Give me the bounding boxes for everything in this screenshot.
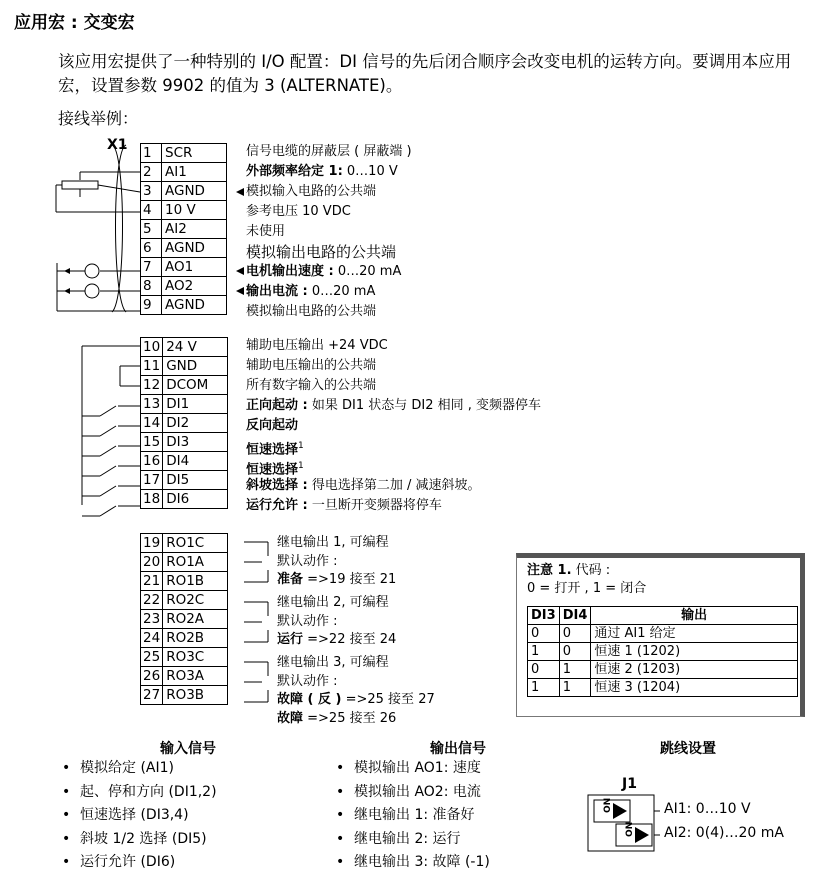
terminal-number: 15 <box>141 433 163 452</box>
relay-default-text: =>19 接至 21 <box>303 572 397 587</box>
terminal-description <box>246 496 541 516</box>
terminal-signal: DI4 <box>163 452 228 471</box>
terminal-description <box>246 302 412 322</box>
relay-default <box>277 571 435 590</box>
bullet-icon: • <box>62 854 71 870</box>
terminal-description <box>246 262 412 282</box>
note-cell: 恒速 2 (1203) <box>591 661 798 679</box>
terminal-number: 20 <box>141 553 163 572</box>
jumper-on-label-2: ON <box>625 821 635 837</box>
note-label: 注意 1. <box>527 563 572 578</box>
footnote-mark: 1 <box>298 441 304 451</box>
terminal-signal: DCOM <box>163 376 228 395</box>
terminal-signal: DI1 <box>163 395 228 414</box>
list-item <box>336 757 490 781</box>
list-item <box>336 804 490 828</box>
list-item <box>336 781 490 805</box>
note-cell: 0 <box>528 625 560 643</box>
terminal-number: 18 <box>141 490 163 509</box>
relay-default-bold: 准备 <box>277 572 304 587</box>
terminal-signal: RO3C <box>163 648 228 667</box>
description-text: 模拟输入电路的公共端 <box>246 184 377 199</box>
connector-label: X1 <box>107 137 128 153</box>
terminal-number: 17 <box>141 471 163 490</box>
terminal-signal: GND <box>163 357 228 376</box>
list-item-text: 起、停和方向 (DI1,2) <box>80 783 217 800</box>
terminal-block-analog <box>140 143 227 315</box>
list-item-text: 继电输出 2: 运行 <box>354 830 461 847</box>
description-text: 辅助电压输出的公共端 <box>246 358 377 373</box>
list-item-text: 模拟给定 (AI1) <box>80 760 174 776</box>
terminal-row <box>141 258 227 277</box>
terminal-signal: RO2A <box>163 610 228 629</box>
terminal-row <box>141 277 227 296</box>
description-text: 如果 DI1 状态与 DI2 相同 , 变频器停车 <box>307 398 542 413</box>
relay-default-text: =>25 接至 27 <box>341 692 435 707</box>
terminal-number: 4 <box>141 201 162 220</box>
terminal-description <box>246 356 541 376</box>
note-line1: 代码 : <box>571 563 611 578</box>
terminal-signal: SCR <box>162 144 227 163</box>
list-item-text: 斜坡 1/2 选择 (DI5) <box>80 830 207 847</box>
note-cell: 通过 AI1 给定 <box>591 625 798 643</box>
relay-line: 默认动作 : <box>277 673 338 689</box>
terminal-number: 22 <box>141 591 163 610</box>
terminal-row <box>141 686 228 705</box>
description-text: 模拟输出电路的公共端 <box>246 243 397 261</box>
terminal-row <box>141 591 228 610</box>
terminal-row <box>141 338 228 357</box>
terminal-signal: 10 V <box>162 201 227 220</box>
note-cell: 恒速 3 (1204) <box>591 679 798 697</box>
terminal-row <box>141 239 227 258</box>
terminal-row <box>141 553 228 572</box>
terminal-number: 8 <box>141 277 162 296</box>
description-text: 未使用 <box>246 224 286 239</box>
note-cell: 恒速 1 (1202) <box>591 643 798 661</box>
bullet-icon: • <box>62 783 71 800</box>
list-item <box>62 781 217 805</box>
note-row <box>528 679 798 697</box>
terminal-number: 25 <box>141 648 163 667</box>
list-item-text: 模拟输出 AO1: 速度 <box>354 760 481 776</box>
description-bold: 输出电流 : <box>246 284 308 299</box>
terminal-block-relay <box>140 533 228 705</box>
description-text: 参考电压 10 VDC <box>246 204 351 219</box>
outputs-heading: 输出信号 <box>430 741 486 757</box>
terminal-signal: RO2C <box>163 591 228 610</box>
relay-default <box>277 631 435 650</box>
bullet-icon: • <box>336 830 345 847</box>
terminal-signal: RO1B <box>163 572 228 591</box>
note-cell: 1 <box>559 661 591 679</box>
list-item <box>336 851 490 875</box>
relay-default-bold: 故障 <box>277 710 304 726</box>
terminal-signal: AO1 <box>162 258 227 277</box>
terminal-number: 14 <box>141 414 163 433</box>
note-row <box>528 661 798 679</box>
terminal-signal: DI6 <box>163 490 228 509</box>
footnote-mark: 1 <box>298 461 304 471</box>
list-item <box>62 804 217 828</box>
terminal-row <box>141 452 228 471</box>
description-bold: 斜坡选择 : <box>246 478 308 493</box>
bullet-icon: • <box>336 807 345 823</box>
terminal-row <box>141 648 228 667</box>
terminal-block-digital <box>140 337 228 509</box>
bullet-icon: • <box>62 830 71 847</box>
terminal-number: 2 <box>141 163 162 182</box>
list-item <box>62 828 217 852</box>
jumper-label: J1 <box>622 776 637 792</box>
list-item-text: 运行允许 (DI6) <box>80 854 176 870</box>
relay-line: 继电输出 1, 可编程 <box>277 535 389 550</box>
terminal-signal: RO1C <box>163 534 228 553</box>
list-item <box>336 828 490 852</box>
terminal-number: 12 <box>141 376 163 395</box>
terminal-description <box>246 476 541 496</box>
terminal-row <box>141 163 227 182</box>
terminal-signal: DI2 <box>163 414 228 433</box>
terminal-row <box>141 490 228 509</box>
terminal-description <box>246 142 412 162</box>
relay-default <box>277 691 435 710</box>
terminal-number: 26 <box>141 667 163 686</box>
note-header: DI3 <box>528 607 560 625</box>
terminal-signal: DI5 <box>163 471 228 490</box>
terminal-number: 16 <box>141 452 163 471</box>
terminal-row <box>141 220 227 239</box>
terminal-signal: RO1A <box>163 553 228 572</box>
terminal-description <box>246 222 412 242</box>
note-cell: 1 <box>528 643 560 661</box>
note-header-row <box>528 607 798 625</box>
list-item-text: 模拟输出 AO2: 电流 <box>354 783 481 800</box>
terminal-row <box>141 357 228 376</box>
terminal-description <box>246 162 412 182</box>
relay-descriptions <box>277 534 435 726</box>
terminal-row <box>141 201 227 220</box>
jumper-on-label-1: ON <box>603 797 613 813</box>
terminal-description <box>246 436 541 456</box>
note-table <box>527 606 798 697</box>
terminal-number: 5 <box>141 220 162 239</box>
note-line2: 0 = 打开 , 1 = 闭合 <box>527 581 647 596</box>
terminal-signal: AGND <box>162 182 227 201</box>
relay-line: 默认动作 : <box>277 613 338 629</box>
description-text: 得电选择第二加 / 减速斜坡。 <box>307 478 481 493</box>
terminal-row <box>141 182 227 201</box>
terminal-signal: RO3A <box>163 667 228 686</box>
terminal-description <box>246 242 412 262</box>
jumper-heading: 跳线设置 <box>660 741 716 757</box>
list-item <box>62 757 217 781</box>
list-item-text: 继电输出 3: 故障 (-1) <box>354 854 490 870</box>
description-bold: 恒速选择 <box>246 462 299 478</box>
note-row <box>528 643 798 661</box>
jumper-ai1: AI1: 0…10 V <box>664 801 751 817</box>
description-text: 所有数字输入的公共端 <box>246 378 377 393</box>
terminal-number: 6 <box>141 239 162 258</box>
switch-line <box>100 466 116 476</box>
bullet-icon: • <box>62 760 71 776</box>
switch-line <box>100 486 116 496</box>
note-cell: 0 <box>559 643 591 661</box>
description-text: 一旦断开变频器将停车 <box>307 498 442 513</box>
description-bold: 运行允许 : <box>246 498 308 513</box>
terminal-number: 3 <box>141 182 162 201</box>
terminal-row <box>141 471 228 490</box>
bullet-icon: • <box>62 807 71 823</box>
outputs-list <box>336 757 490 875</box>
note-cell: 0 <box>559 625 591 643</box>
description-bold: 正向起动 : <box>246 398 308 413</box>
list-item <box>62 851 217 875</box>
bullet-icon: • <box>336 760 345 776</box>
terminal-row <box>141 395 228 414</box>
terminal-row <box>141 610 228 629</box>
terminal-number: 23 <box>141 610 163 629</box>
list-item-text: 恒速选择 (DI3,4) <box>80 807 189 823</box>
relay-default-bold: 故障 ( 反 ) <box>277 692 342 707</box>
terminal-number: 13 <box>141 395 163 414</box>
terminal-descriptions-analog <box>246 142 412 322</box>
relay-description <box>277 534 435 594</box>
terminal-signal: AI1 <box>162 163 227 182</box>
relay-default <box>277 710 435 729</box>
terminal-row <box>141 534 228 553</box>
terminal-number: 1 <box>141 144 162 163</box>
description-text: 0…20 mA <box>307 284 376 299</box>
terminal-description <box>246 376 541 396</box>
description-text: 0…10 V <box>342 164 398 179</box>
note-box <box>516 553 805 717</box>
terminal-description <box>246 182 412 202</box>
jumper-ai2: AI2: 0(4)…20 mA <box>664 825 784 841</box>
bullet-icon: • <box>336 854 345 870</box>
description-text: 0…20 mA <box>333 264 402 279</box>
terminal-description <box>246 396 541 416</box>
terminal-description <box>246 456 541 476</box>
terminal-signal: AO2 <box>162 277 227 296</box>
terminal-row <box>141 629 228 648</box>
terminal-number: 19 <box>141 534 163 553</box>
terminal-row <box>141 414 228 433</box>
relay-line: 继电输出 3, 可编程 <box>277 655 389 670</box>
terminal-signal: RO2B <box>163 629 228 648</box>
terminal-row <box>141 144 227 163</box>
relay-default-text: =>25 接至 26 <box>303 710 397 726</box>
terminal-row <box>141 667 228 686</box>
note-row <box>528 625 798 643</box>
bullet-icon: • <box>336 783 345 800</box>
terminal-number: 21 <box>141 572 163 591</box>
terminal-signal: DI3 <box>163 433 228 452</box>
note-header: 输出 <box>591 607 798 625</box>
relay-default-bold: 运行 <box>277 632 304 647</box>
relay-description <box>277 594 435 654</box>
inputs-heading: 输入信号 <box>160 741 216 757</box>
page-title: 应用宏 : 交变宏 <box>14 13 135 33</box>
list-item-text: 继电输出 1: 准备好 <box>354 807 475 823</box>
terminal-signal: AGND <box>162 296 227 315</box>
switch-line <box>100 426 116 436</box>
terminal-signal: 24 V <box>163 338 228 357</box>
description-bold: 反向起动 <box>246 418 299 433</box>
terminal-row <box>141 296 227 315</box>
description-bold: 电机输出速度 : <box>246 264 334 279</box>
terminal-number: 9 <box>141 296 162 315</box>
terminal-signal: RO3B <box>163 686 228 705</box>
switch-line <box>100 506 116 516</box>
terminal-description <box>246 336 541 356</box>
terminal-number: 11 <box>141 357 163 376</box>
terminal-description <box>246 282 412 302</box>
wiring-example-title: 接线举例： <box>58 109 139 128</box>
note-cell: 0 <box>528 661 560 679</box>
terminal-signal: AI2 <box>162 220 227 239</box>
terminal-row <box>141 376 228 395</box>
note-header: DI4 <box>559 607 591 625</box>
relay-default-text: =>22 接至 24 <box>303 632 397 647</box>
relay-line: 默认动作 : <box>277 553 338 569</box>
terminal-signal: AGND <box>162 239 227 258</box>
terminal-row <box>141 433 228 452</box>
description-bold: 外部频率给定 1: <box>246 164 343 179</box>
terminal-description <box>246 416 541 436</box>
relay-line: 继电输出 2, 可编程 <box>277 595 389 610</box>
terminal-row <box>141 572 228 591</box>
terminal-descriptions-digital <box>246 336 541 516</box>
terminal-number: 24 <box>141 629 163 648</box>
intro-paragraph: 该应用宏提供了一种特别的 I/O 配置：DI 信号的先后闭合顺序会改变电机的运转方向。要调用本应用宏，设置参数 9902 的值为 3 (ALTERNATE)。 <box>58 52 792 95</box>
inputs-list <box>62 757 217 875</box>
note-text <box>517 558 800 598</box>
terminal-number: 7 <box>141 258 162 277</box>
relay-description <box>277 654 435 726</box>
note-cell: 1 <box>528 679 560 697</box>
terminal-number: 10 <box>141 338 163 357</box>
note-cell: 1 <box>559 679 591 697</box>
terminal-description <box>246 202 412 222</box>
switch-line <box>100 406 116 416</box>
description-text: 辅助电压输出 +24 VDC <box>246 338 388 353</box>
description-text: 模拟输出电路的公共端 <box>246 304 377 319</box>
terminal-number: 27 <box>141 686 163 705</box>
description-text: 信号电缆的屏蔽层 ( 屏蔽端 ) <box>246 144 412 159</box>
switch-line <box>100 446 116 456</box>
description-bold: 恒速选择 <box>246 442 299 458</box>
